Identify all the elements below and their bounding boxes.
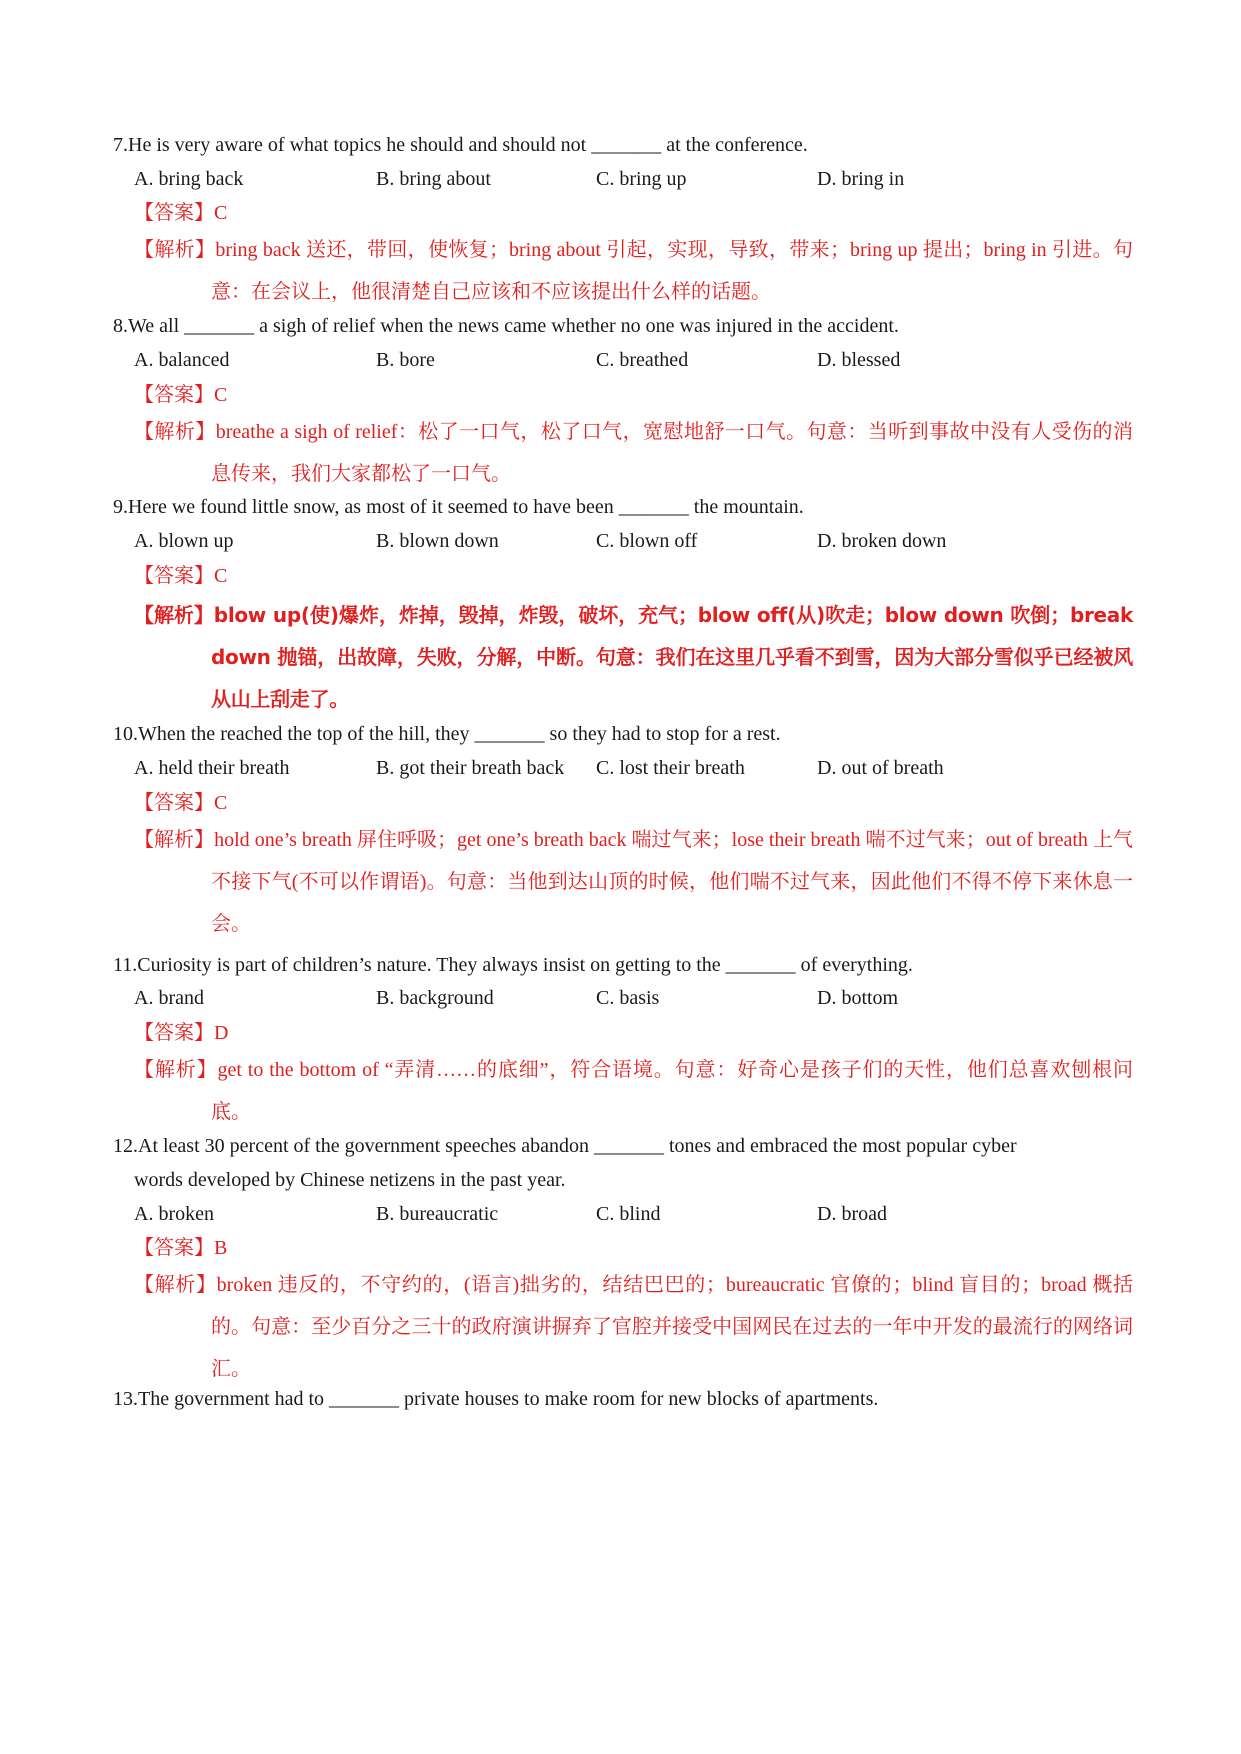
question-10-option-a: A. held their breath <box>134 757 290 779</box>
answer-letter: C <box>214 565 228 587</box>
question-12-option-c: C. blind <box>596 1203 661 1225</box>
question-8-stem: 8.We all _______ a sigh of relief when the news came whether no one was injured in the accident. <box>113 315 899 337</box>
question-9-option-c: C. blown off <box>596 530 698 552</box>
question-10-answer <box>134 791 227 815</box>
question-10-options <box>134 756 1134 780</box>
question-9-option-b: B. blown down <box>376 530 499 552</box>
question-7-option-c: C. bring up <box>596 168 687 190</box>
question-11-stem: 11.Curiosity is part of children’s nature. They always insist on getting to the _______ of everything. <box>113 954 913 976</box>
question-12-option-d: D. broad <box>817 1203 887 1225</box>
answer-letter: C <box>214 384 228 406</box>
answer-tag: 【答案】 <box>134 565 214 587</box>
explanation-text: get to the bottom of “弄清……的底细”，符合语境。句意：好奇心是孩子们的天性，他们总喜欢刨根问底。 <box>211 1059 1133 1123</box>
answer-tag: 【答案】 <box>134 384 214 406</box>
question-10-stem: 10.When the reached the top of the hill, they _______ so they had to stop for a rest. <box>113 723 781 745</box>
question-8-option-a: A. balanced <box>134 349 230 371</box>
question-10-option-b: B. got their breath back <box>376 757 565 779</box>
question-7-explanation <box>134 229 1133 313</box>
explanation-tag: 【解析】 <box>134 603 214 627</box>
answer-tag: 【答案】 <box>134 202 214 224</box>
question-12-explanation <box>134 1264 1133 1390</box>
question-8-option-c: C. breathed <box>596 349 689 371</box>
answer-tag: 【答案】 <box>134 1022 214 1044</box>
explanation-tag: 【解析】 <box>134 829 215 851</box>
question-10-option-d: D. out of breath <box>817 757 944 779</box>
question-10-explanation <box>134 819 1133 945</box>
question-9-options <box>134 529 1134 553</box>
question-11-answer <box>134 1021 228 1045</box>
question-9-explanation <box>134 594 1133 720</box>
explanation-text: broken 违反的，不守约的，(语言)拙劣的，结结巴巴的；bureaucratic 官僚的；blind 盲目的；broad 概括的。句意：至少百分之三十的政府演讲摒弃了官腔并接受中国网民在过去的一年中开发的最流行的网络词汇。 <box>211 1274 1134 1380</box>
question-8-explanation <box>134 411 1133 495</box>
question-7-answer <box>134 201 227 225</box>
answer-letter: D <box>214 1022 229 1044</box>
question-12-option-a: A. broken <box>134 1203 214 1225</box>
question-11-options <box>134 986 1134 1010</box>
question-9-option-a: A. blown up <box>134 530 234 552</box>
explanation-tag: 【解析】 <box>134 421 216 443</box>
question-12-options <box>134 1202 1134 1226</box>
question-7-stem: 7.He is very aware of what topics he should and should not _______ at the conference. <box>113 134 808 156</box>
answer-letter: B <box>214 1237 228 1259</box>
question-7-options <box>134 167 1134 191</box>
question-12-stem: 12.At least 30 percent of the government speeches abandon _______ tones and embraced the most popular cyber <box>113 1135 1017 1157</box>
question-8-option-b: B. bore <box>376 349 435 371</box>
question-8-option-d: D. blessed <box>817 349 901 371</box>
question-7-option-b: B. bring about <box>376 168 491 190</box>
question-11-option-d: D. bottom <box>817 987 899 1009</box>
question-13-stem: 13.The government had to _______ private houses to make room for new blocks of apartments. <box>113 1388 879 1410</box>
explanation-tag: 【解析】 <box>134 1059 218 1081</box>
question-11-option-c: C. basis <box>596 987 660 1009</box>
explanation-text: hold one’s breath 屏住呼吸；get one’s breath back 喘过气来；lose their breath 喘不过气来；out of breath 上气不接下气(不可以作谓语)。句意：当他到达山顶的时候，他们喘不过气来，因此他们不得不停下来休息一会。 <box>211 829 1133 935</box>
question-10-option-c: C. lost their breath <box>596 757 745 779</box>
explanation-text: breathe a sigh of relief：松了一口气，松了口气，宽慰地舒一口气。句意：当听到事故中没有人受伤的消息传来，我们大家都松了一口气。 <box>211 421 1133 485</box>
question-12-option-b: B. bureaucratic <box>376 1203 499 1225</box>
question-11-option-b: B. background <box>376 987 494 1009</box>
question-8-answer <box>134 383 227 407</box>
explanation-text: bring back 送还，带回，使恢复；bring about 引起，实现，导致，带来；bring up 提出；bring in 引进。句意：在会议上，他很清楚自己应该和不应该提出什么样的话题。 <box>211 239 1133 303</box>
answer-tag: 【答案】 <box>134 792 214 814</box>
answer-letter: C <box>214 202 228 224</box>
answer-tag: 【答案】 <box>134 1237 214 1259</box>
question-12-stem-continued: words developed by Chinese netizens in the past year. <box>134 1169 566 1191</box>
question-9-stem: 9.Here we found little snow, as most of it seemed to have been _______ the mountain. <box>113 496 804 518</box>
question-9-option-d: D. broken down <box>817 530 947 552</box>
question-12-answer <box>134 1236 227 1260</box>
question-7-option-d: D. bring in <box>817 168 905 190</box>
question-8-options <box>134 348 1134 372</box>
question-7-option-a: A. bring back <box>134 168 244 190</box>
explanation-tag: 【解析】 <box>134 239 216 261</box>
explanation-text: blow up(使)爆炸，炸掉，毁掉，炸毁，破坏，充气；blow off(从)吹走；blow down 吹倒；break down 抛锚，出故障，失败，分解，中断。句意：我们在这里几乎看不到雪，因为大部分雪似乎已经被风从山上刮走了。 <box>211 603 1133 711</box>
explanation-tag: 【解析】 <box>134 1274 217 1296</box>
question-11-explanation <box>134 1049 1133 1133</box>
question-11-option-a: A. brand <box>134 987 204 1009</box>
answer-letter: C <box>214 792 228 814</box>
question-9-answer <box>134 564 227 588</box>
